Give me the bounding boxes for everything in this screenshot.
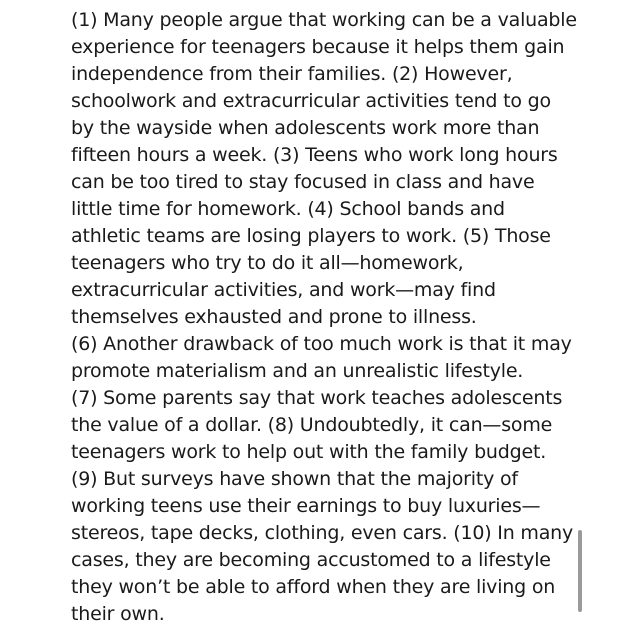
passage-line: cases, they are becoming accustomed to a lifestyle bbox=[71, 549, 551, 571]
passage-line: themselves exhausted and prone to illness. bbox=[71, 306, 477, 328]
vertical-scrollbar-thumb[interactable] bbox=[578, 530, 582, 612]
passage-line: they won’t be able to afford when they are living on bbox=[71, 576, 556, 598]
essay-passage bbox=[71, 7, 577, 628]
passage-line: the value of a dollar. (8) Undoubtedly, it can—some bbox=[71, 414, 553, 436]
passage-line: their own. bbox=[71, 603, 165, 625]
passage-line: (1) Many people argue that working can be a valuable bbox=[71, 9, 577, 31]
passage-line: extracurricular activities, and work—may find bbox=[71, 279, 496, 301]
passage-line: by the wayside when adolescents work more than bbox=[71, 117, 540, 139]
passage-line: teenagers who try to do it all—homework, bbox=[71, 252, 464, 274]
passage-line: promote materialism and an unrealistic lifestyle. bbox=[71, 360, 524, 382]
passage-line: (9) But surveys have shown that the majority of bbox=[71, 468, 518, 490]
passage-line: little time for homework. (4) School bands and bbox=[71, 198, 505, 220]
passage-line: can be too tired to stay focused in class and have bbox=[71, 171, 535, 193]
passage-line: teenagers work to help out with the family budget. bbox=[71, 441, 547, 463]
passage-line: athletic teams are losing players to work. (5) Those bbox=[71, 225, 551, 247]
passage-line: fifteen hours a week. (3) Teens who work long hours bbox=[71, 144, 558, 166]
passage-line: stereos, tape decks, clothing, even cars. (10) In many bbox=[71, 522, 574, 544]
passage-line: schoolwork and extracurricular activities tend to go bbox=[71, 90, 551, 112]
passage-line: (7) Some parents say that work teaches adolescents bbox=[71, 387, 563, 409]
passage-line: independence from their families. (2) However, bbox=[71, 63, 513, 85]
passage-line: experience for teenagers because it helps them gain bbox=[71, 36, 565, 58]
passage-line: working teens use their earnings to buy luxuries— bbox=[71, 495, 541, 517]
passage-line: (6) Another drawback of too much work is that it may bbox=[71, 333, 572, 355]
